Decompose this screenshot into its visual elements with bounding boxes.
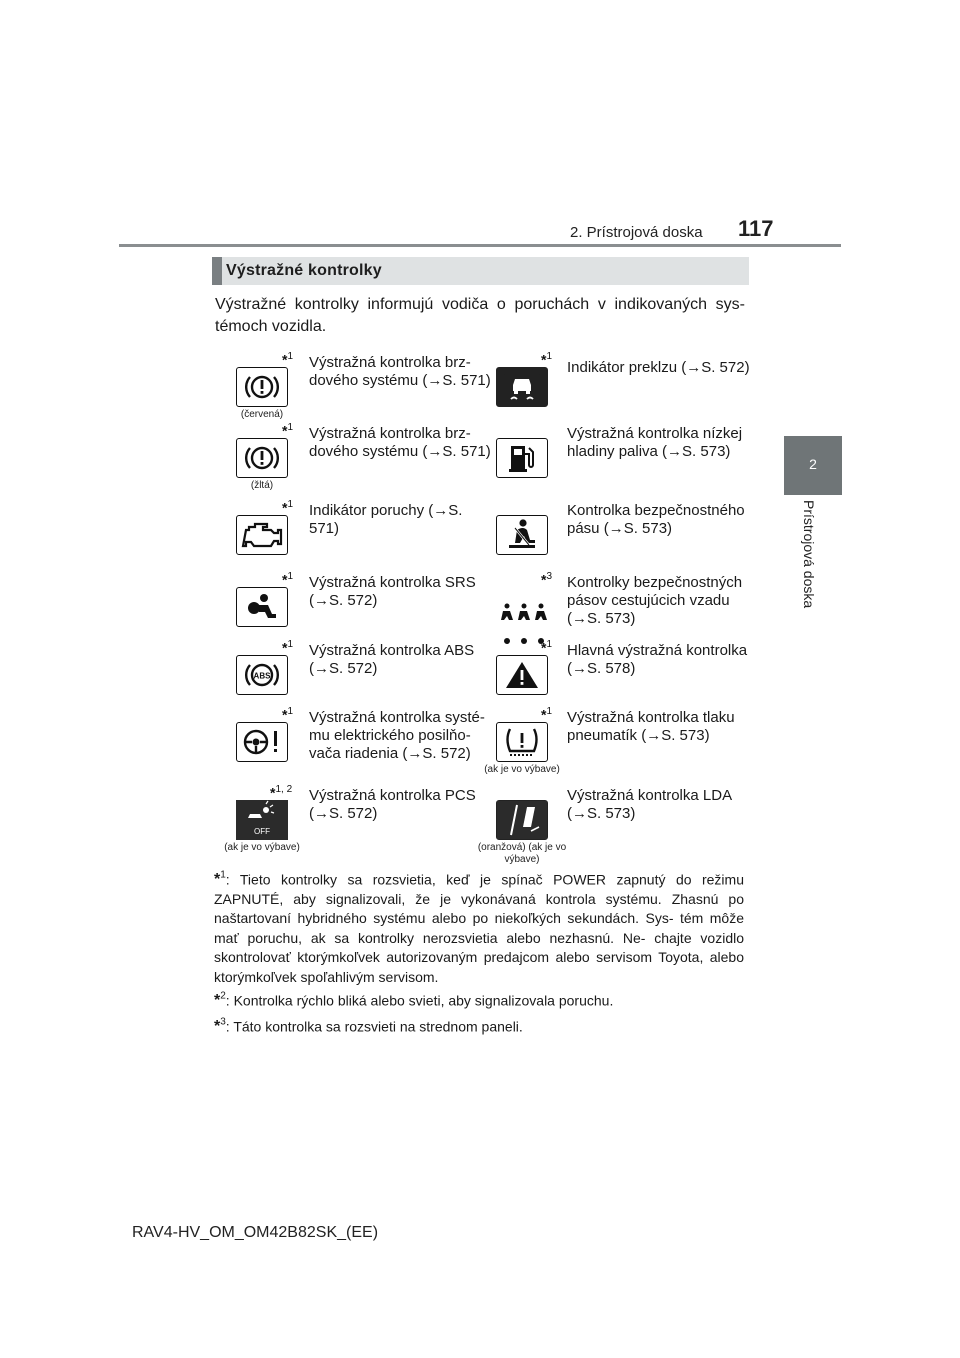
warning-light-tile (496, 655, 548, 695)
warning-light-tile (236, 655, 288, 695)
tire-pressure-icon (502, 725, 542, 759)
warning-light-description: Výstražná kontrolka PCS (→S. 572) (309, 787, 476, 822)
warning-light-tile (236, 515, 288, 555)
warning-light-description: Hlavná výstražná kontrolka (→S. 578) (567, 642, 748, 677)
footnote-mark: * (270, 784, 276, 801)
footnote-mark: * (214, 992, 221, 1010)
pcs-off-icon (236, 800, 288, 840)
warning-light-tile (236, 800, 288, 840)
footnote-reference (282, 571, 293, 588)
brake-warning-icon (245, 372, 279, 402)
footnote-reference (541, 706, 552, 723)
svg-text:ABS: ABS (253, 671, 271, 681)
warning-light-description: Výstražná kontrolka LDA (→S. 573) (567, 787, 732, 822)
warning-light-description: Výstražná kontrolka brz- dového systému (→S. 571) (309, 425, 491, 460)
footnote-text: : Kontrolka rýchlo bliká alebo svieti, aby signalizovala poruchu. (225, 992, 614, 1009)
footnote-sup: 3 (220, 1017, 226, 1028)
warning-light-tile (236, 438, 288, 478)
footnote-mark: * (541, 639, 547, 656)
lda-icon (497, 801, 547, 839)
warning-light-description: Indikátor preklzu (→S. 572) (567, 359, 750, 376)
footnote-text: : Tieto kontrolky sa rozsvietia, keď je spínač POWER zapnutý do režimu ZAPNUTÉ, aby signalizovali, že je vykonávaná kontrola systému. Zhasnú po naštartovaní hybridného systému alebo po niekoľkých sekundách. Sys- tém môže mať poruchu, ak sa kontrolky nerozsvietia alebo nezhasnú. Ne- chajte vozidlo skontrolovať ktorýmkoľvek autorizovaným predajcom alebo servisom Toyota, alebo ktorýmkoľvek spoľahlivým servisom. (214, 871, 744, 985)
footnote-sup: 1 (546, 351, 553, 362)
footnote-sup: 1, 2 (275, 784, 293, 795)
master-warning-icon (502, 657, 542, 693)
warning-light-description: Výstražná kontrolka ABS (→S. 572) (309, 642, 475, 677)
warning-light-description: Výstražná kontrolka SRS (→S. 572) (309, 574, 476, 609)
slip-indicator-icon (502, 370, 542, 404)
footnote-mark: * (541, 706, 547, 723)
footnote-sup: 1 (287, 351, 294, 362)
footnote-mark: * (282, 571, 288, 588)
abs-icon (244, 660, 280, 690)
warning-light-tile (496, 800, 548, 840)
warning-light-tile (496, 367, 548, 407)
warning-light-description: Kontrolky bezpečnostných pásov cestujúcich vzadu (→S. 573) (567, 574, 743, 627)
warning-light-description: Kontrolka bezpečnostného pásu (→S. 573) (567, 502, 745, 537)
side-tab-number: 2 (809, 456, 817, 472)
intro-paragraph: Výstražné kontrolky informujú vodiča o poruchách v indikovaných sys- témoch vozidla. (215, 296, 745, 335)
warning-light-tile (496, 722, 548, 762)
icon-caption: (ak je vo výbave) (484, 764, 560, 775)
footnote-reference (270, 784, 292, 801)
warning-light-description: Výstražná kontrolka brz- dového systému (→S. 571) (309, 354, 491, 389)
footnote-mark: * (282, 351, 288, 368)
footnote-sup: 2 (220, 991, 226, 1002)
footnote-mark: * (282, 499, 288, 516)
footnote-mark: * (282, 639, 288, 656)
footnote-sup: 3 (546, 571, 553, 582)
svg-text:OFF: OFF (254, 827, 270, 836)
icon-caption: (červená) (240, 409, 284, 420)
page-number: 117 (738, 216, 774, 241)
footnote-sup: 1 (287, 499, 294, 510)
icon-caption: (oranžová) (ak je vo výbave) (477, 842, 567, 865)
icon-caption: (ak je vo výbave) (224, 842, 300, 853)
document-code: RAV4-HV_OM_OM42B82SK_(EE) (132, 1224, 379, 1241)
warning-light-description: Výstražná kontrolka tlaku pneumatík (→S. 573) (567, 709, 735, 744)
footnote-reference (282, 351, 293, 368)
footnote-text: : Táto kontrolka sa rozsvieti na strednom paneli. (225, 1018, 523, 1035)
warning-light-tile (236, 367, 288, 407)
footnote-2 (214, 987, 744, 1011)
footnote-sup: 1 (220, 870, 226, 881)
icon-caption: (žltá) (250, 480, 274, 491)
footnote-mark: * (541, 351, 547, 368)
warning-light-tile (496, 438, 548, 478)
footnote-mark: * (282, 422, 288, 439)
section-title: Výstražné kontrolky (226, 262, 382, 279)
fuel-pump-icon (505, 442, 539, 474)
warning-light-description: Indikátor poruchy (→S. 571) (309, 502, 463, 537)
warning-light-tile (496, 515, 548, 555)
power-steering-icon (240, 726, 284, 758)
footnote-sup: 1 (287, 639, 294, 650)
warning-light-tile (236, 722, 288, 762)
brake-warning-icon (245, 443, 279, 473)
footnote-sup: 1 (546, 639, 553, 650)
footnote-mark: * (282, 706, 288, 723)
footnote-reference (282, 499, 293, 516)
footnote-3 (214, 1013, 744, 1037)
footnote-reference (282, 422, 293, 439)
footnote-sup: 1 (287, 571, 294, 582)
footnote-1 (214, 866, 744, 987)
warning-light-tile (236, 587, 288, 627)
footnote-sup: 1 (287, 422, 294, 433)
footnote-reference (541, 571, 552, 588)
footnote-reference (541, 351, 552, 368)
warning-light-description: Výstražná kontrolka nízkej hladiny paliva (→S. 573) (567, 425, 743, 460)
footnote-reference (541, 639, 552, 656)
warning-light-description: Výstražná kontrolka systé- mu elektrického posilňo- vača riadenia (→S. 572) (309, 709, 485, 762)
footnote-mark: * (541, 571, 547, 588)
footnote-mark: * (214, 1018, 221, 1036)
srs-airbag-icon (242, 591, 282, 623)
header-rule (119, 244, 841, 247)
footnote-reference (282, 706, 293, 723)
footnote-mark: * (214, 871, 221, 889)
side-tab-label: Prístrojová doska (801, 500, 817, 609)
seatbelt-icon (505, 518, 539, 552)
footnote-sup: 1 (546, 706, 553, 717)
engine-check-icon (240, 520, 284, 550)
footnote-sup: 1 (287, 706, 294, 717)
footnote-reference (282, 639, 293, 656)
section-header: 2. Prístrojová doska (570, 224, 703, 241)
